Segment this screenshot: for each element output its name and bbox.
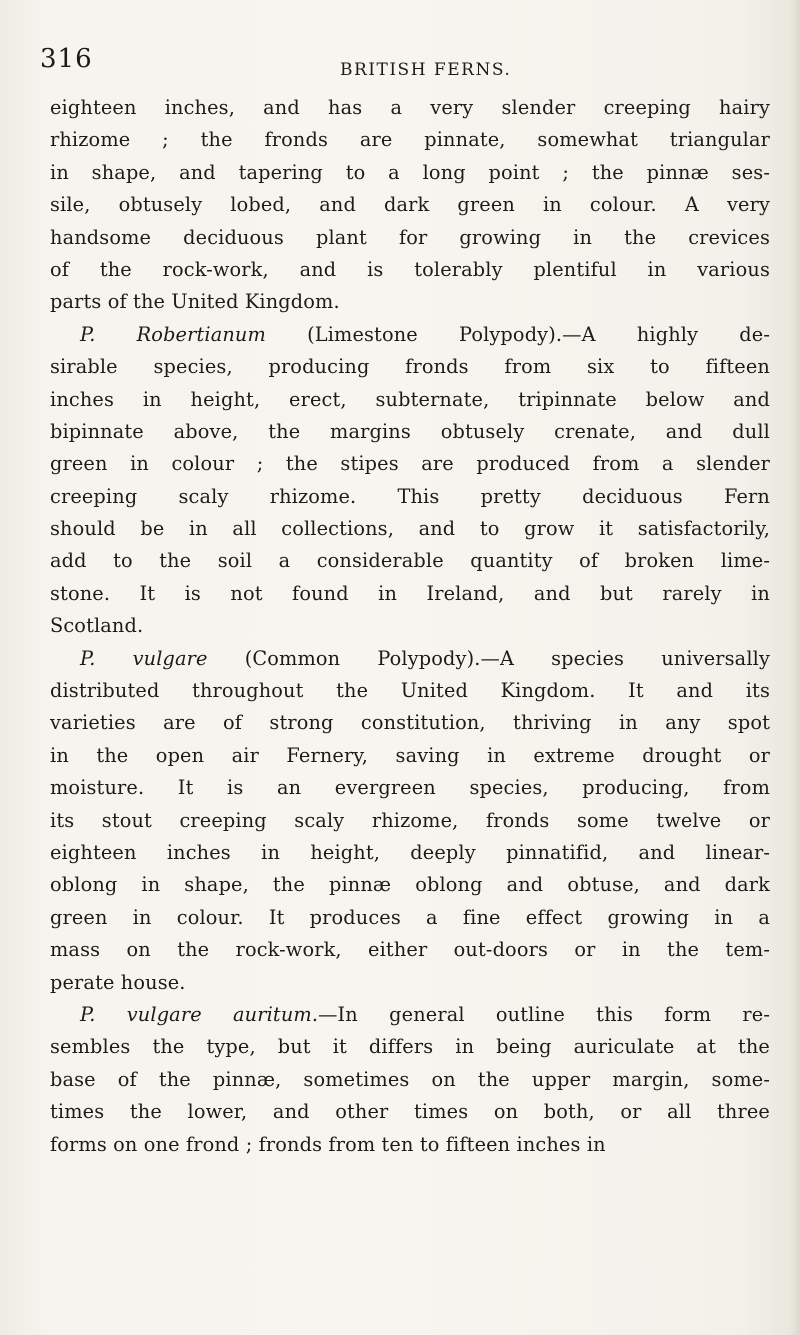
line-text: sirable species, producing fronds from six to fifteen	[50, 355, 770, 379]
running-title: BRITISH FERNS.	[340, 60, 512, 80]
line-text: rhizome ; the fronds are pinnate, somewhat triangular	[50, 128, 770, 152]
line-text: Scotland.	[50, 614, 144, 638]
text-line	[50, 189, 770, 221]
line-text: sile, obtusely lobed, and dark green in colour. A very	[50, 193, 770, 217]
line-text: inches in height, erect, subternate, tripinnate below and	[50, 387, 770, 411]
line-text: of the rock-work, and is tolerably plentiful in various	[50, 257, 770, 281]
text-line	[50, 740, 770, 772]
line-text: handsome deciduous plant for growing in the crevices	[50, 225, 770, 249]
text-line	[50, 124, 770, 156]
text-line	[50, 772, 770, 804]
species-name: P. vulgare auritum.	[80, 1002, 319, 1026]
line-text: base of the pinnæ, sometimes on the upper margin, some-	[50, 1067, 770, 1091]
text-line	[50, 351, 770, 383]
text-line	[50, 157, 770, 189]
line-text: —In general outline this form re-	[318, 1002, 770, 1026]
text-line	[50, 934, 770, 966]
page-edge-shadow	[790, 0, 800, 1335]
species-name: P. Robertianum	[80, 322, 266, 346]
text-line	[50, 869, 770, 901]
line-text: sembles the type, but it differs in being auriculate at the	[50, 1035, 770, 1059]
line-text: eighteen inches in height, deeply pinnatifid, and linear-	[50, 840, 770, 864]
line-text: stone. It is not found in Ireland, and but rarely in	[50, 581, 770, 605]
text-line	[50, 837, 770, 869]
line-text: green in colour ; the stipes are produced from a slender	[50, 452, 770, 476]
line-text: eighteen inches, and has a very slender creeping hairy	[50, 96, 770, 119]
line-text: bipinnate above, the margins obtusely crenate, and dull	[50, 419, 770, 443]
body-text	[50, 92, 770, 1161]
line-text: moisture. It is an evergreen species, producing, from	[50, 776, 770, 800]
text-line	[50, 610, 770, 642]
line-text: (Limestone Polypody).—A highly de-	[265, 322, 770, 346]
line-text: varieties are of strong constitution, thriving in any spot	[50, 711, 770, 735]
text-line	[50, 1096, 770, 1128]
line-text: add to the soil a considerable quantity of broken lime-	[50, 549, 770, 573]
line-text: mass on the rock-work, either out-doors or in the tem-	[50, 938, 770, 962]
text-line	[50, 643, 770, 675]
line-text: creeping scaly rhizome. This pretty deciduous Fern	[50, 484, 770, 508]
text-line	[50, 1031, 770, 1063]
line-text: green in colour. It produces a fine effect growing in a	[50, 905, 770, 929]
line-text: forms on one frond ; fronds from ten to fifteen inches in	[50, 1132, 606, 1156]
text-line	[50, 319, 770, 351]
text-line	[50, 805, 770, 837]
line-text: in shape, and tapering to a long point ; the pinnæ ses-	[50, 160, 770, 184]
text-line	[50, 1129, 770, 1161]
line-text: times the lower, and other times on both, or all three	[50, 1100, 770, 1124]
line-text: (Common Polypody).—A species universally	[207, 646, 770, 670]
line-text: parts of the United Kingdom.	[50, 290, 340, 314]
text-line	[50, 481, 770, 513]
line-text: oblong in shape, the pinnæ oblong and obtuse, and dark	[50, 873, 770, 897]
text-line	[50, 902, 770, 934]
text-line	[50, 416, 770, 448]
text-line	[50, 675, 770, 707]
line-text: perate house.	[50, 970, 186, 994]
text-line	[50, 545, 770, 577]
text-line	[50, 286, 770, 318]
text-line	[50, 707, 770, 739]
text-line	[50, 578, 770, 610]
line-text: should be in all collections, and to grow it satisfactorily,	[50, 517, 770, 541]
text-line	[50, 222, 770, 254]
text-line	[50, 448, 770, 480]
species-name: P. vulgare	[80, 646, 208, 670]
text-line	[50, 92, 770, 124]
text-line	[50, 967, 770, 999]
running-head	[0, 0, 800, 86]
page-number: 316	[40, 44, 93, 74]
line-text: in the open air Fernery, saving in extreme drought or	[50, 743, 770, 767]
line-text: distributed throughout the United Kingdom. It and its	[50, 679, 770, 703]
line-text: its stout creeping scaly rhizome, fronds some twelve or	[50, 808, 770, 832]
text-line	[50, 513, 770, 545]
text-line	[50, 384, 770, 416]
text-line	[50, 999, 770, 1031]
text-line	[50, 254, 770, 286]
text-line	[50, 1064, 770, 1096]
